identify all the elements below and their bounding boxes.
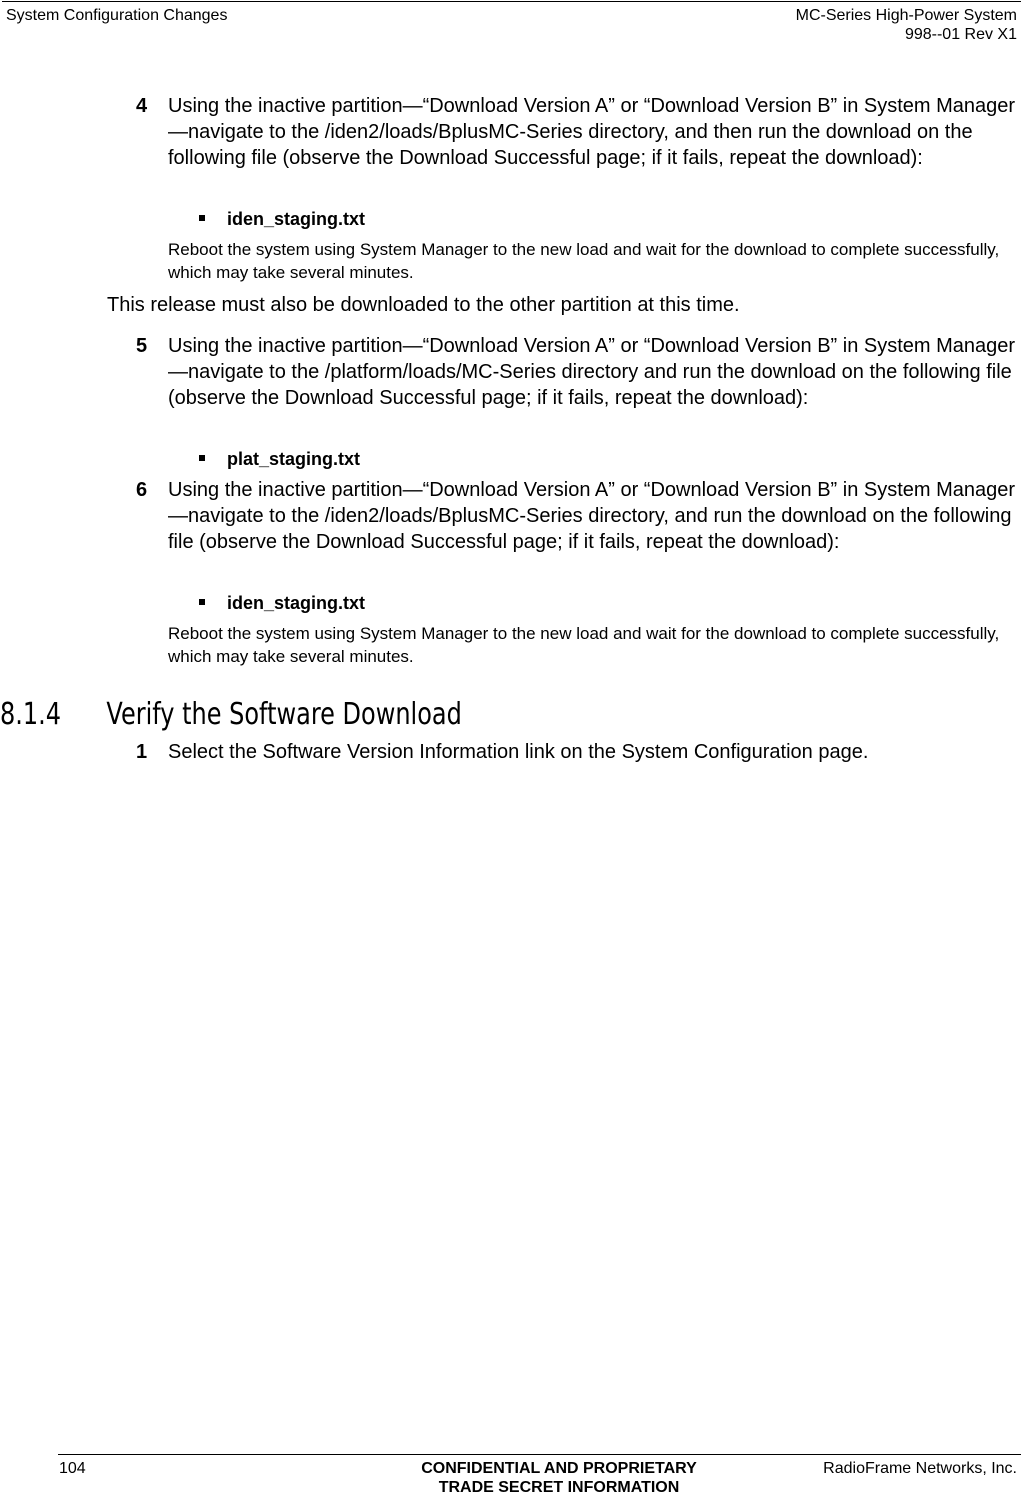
file-name: iden_staging.txt <box>227 593 366 613</box>
header-product: MC-Series High-Power System <box>795 7 1017 24</box>
step-number: 6 <box>136 479 148 501</box>
company-name: RadioFrame Networks, Inc. <box>823 1460 1017 1477</box>
bullet-square-icon <box>199 215 205 221</box>
step-text: Using the inactive partition—“Download Version A” or “Download Version B” in System Manager—navigate to the /iden2/loads/BplusMC-Series directory, and then run the download on the following file (observe the Download Successful page; if it fails, repeat the download): <box>168 95 1016 169</box>
section-number: 8.1.4 <box>0 697 62 732</box>
header-revision: 998--01 Rev X1 <box>904 26 1017 43</box>
step-text: Using the inactive partition—“Download Version A” or “Download Version B” in System Manager—navigate to the /platform/loads/MC-Series directory and run the download on the following file (observe the Download Successful page; if it fails, repeat the download): <box>168 335 1016 409</box>
step-4 <box>136 93 1020 171</box>
file-bullet <box>199 448 360 470</box>
step-5 <box>136 333 1020 411</box>
confidentiality-notice <box>391 1459 727 1497</box>
section-title: Verify the Software Download <box>106 697 462 732</box>
confidentiality-line-1: CONFIDENTIAL AND PROPRIETARY <box>421 1460 697 1477</box>
file-bullet <box>199 592 365 614</box>
step-number: 4 <box>136 95 148 117</box>
bullet-square-icon <box>199 455 205 461</box>
file-name: iden_staging.txt <box>227 209 366 229</box>
header-doc-id <box>796 6 1017 44</box>
step-number: 5 <box>136 335 148 357</box>
step-6 <box>136 477 1020 555</box>
header-doc-section: System Configuration Changes <box>6 7 228 24</box>
section-heading <box>0 696 462 734</box>
step-text: Using the inactive partition—“Download Version A” or “Download Version B” in System Manager—navigate to the /iden2/loads/BplusMC-Series directory, and run the download on the following file (observe the Download Successful page; if it fails, repeat the download): <box>168 479 1016 553</box>
step-note: Reboot the system using System Manager to the new load and wait for the download to complete successfully, which may take several minutes. <box>168 624 1000 666</box>
section-step-1 <box>136 739 1020 765</box>
confidentiality-line-2: TRADE SECRET INFORMATION <box>438 1479 680 1496</box>
file-name: plat_staging.txt <box>227 449 361 469</box>
step-number: 1 <box>136 741 148 763</box>
page-number: 104 <box>59 1460 86 1477</box>
footer-rule <box>58 1454 1021 1455</box>
bullet-square-icon <box>199 599 205 605</box>
interlude-paragraph: This release must also be downloaded to the other partition at this time. <box>107 294 740 316</box>
step-text: Select the Software Version Information link on the System Configuration page. <box>168 741 869 763</box>
step-note: Reboot the system using System Manager to the new load and wait for the download to complete successfully, which may take several minutes. <box>168 240 1000 282</box>
file-bullet <box>199 208 365 230</box>
header-rule <box>2 1 1021 2</box>
